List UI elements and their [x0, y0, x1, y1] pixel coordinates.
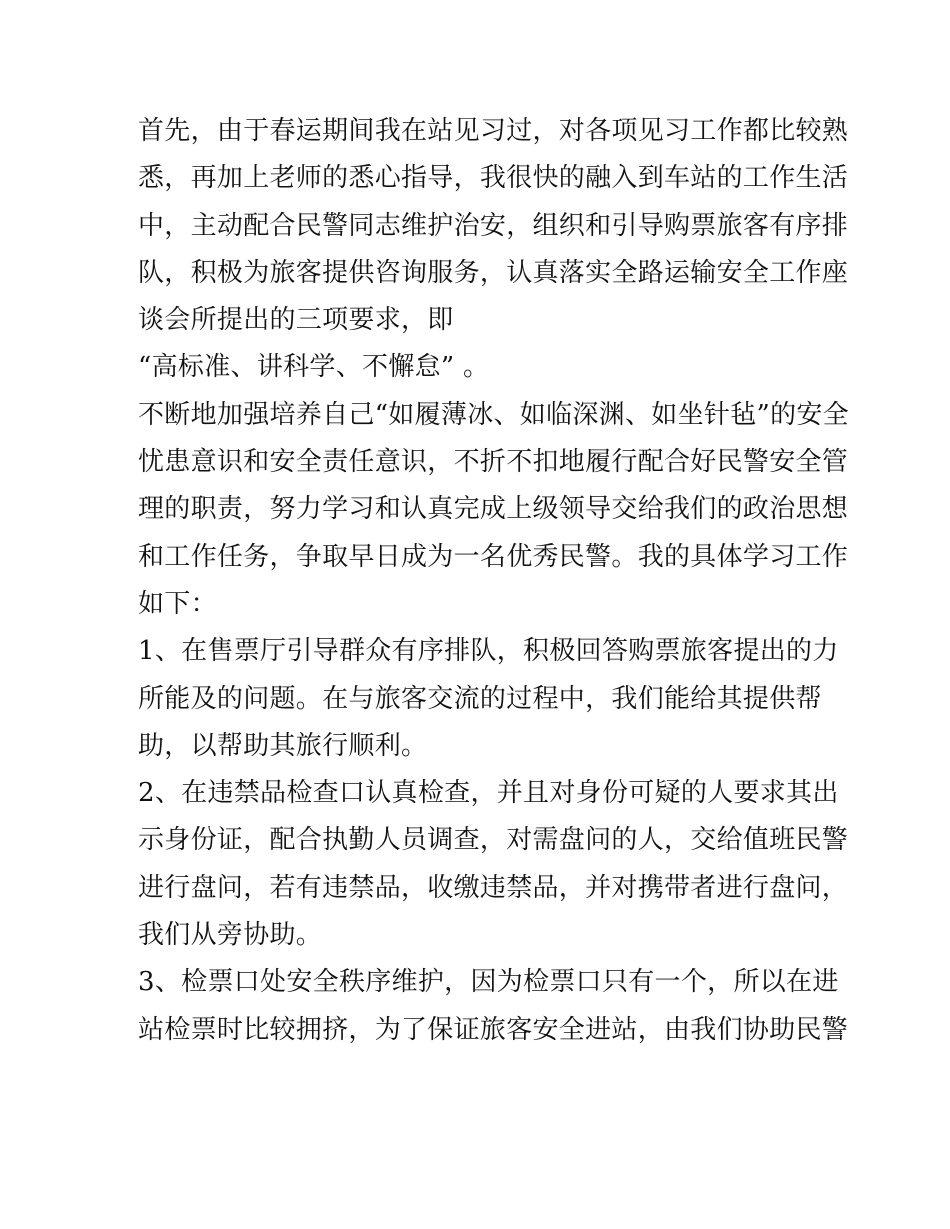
- text-line: 中，主动配合民警同志维护治安，组织和引导购票旅客有序排: [138, 210, 849, 241]
- list-item-2: [138, 770, 849, 959]
- text-line: 悉，再加上老师的悉心指导，我很快的融入到车站的工作生活: [138, 163, 849, 194]
- text-line: 所能及的问题。在与旅客交流的过程中，我们能给其提供帮: [138, 683, 822, 714]
- text-line: 如下：: [138, 588, 217, 619]
- text-line: “高标准、讲科学、不懈怠” 。: [138, 352, 490, 383]
- text-line: 理的职责，努力学习和认真完成上级领导交给我们的政治思想: [138, 494, 849, 525]
- text-line: 示身份证，配合执勤人员调查，对需盘问的人，交给值班民警: [138, 825, 849, 856]
- paragraph-intro: [138, 108, 849, 344]
- text-line: 3、检票口处安全秩序维护，因为检票口只有一个，所以在进: [138, 967, 839, 998]
- text-line: 不断地加强培养自己“如履薄冰、如临深渊、如坐针毡”的安全: [138, 399, 849, 430]
- text-line: 首先，由于春运期间我在站见习过，对各项见习工作都比较熟: [138, 116, 849, 146]
- list-item-1: [138, 628, 839, 770]
- paragraph-quote: [138, 344, 818, 391]
- text-line: 和工作任务，争取早日成为一名优秀民警。我的具体学习工作: [138, 541, 849, 572]
- text-line: 1、在售票厅引导群众有序排队，积极回答购票旅客提出的力: [138, 636, 839, 667]
- text-line: 我们从旁协助。: [138, 920, 323, 951]
- document-body: [138, 108, 849, 1054]
- text-line: 忧患意识和安全责任意识，不折不扣地履行配合好民警安全管: [138, 447, 849, 478]
- text-line: 队，积极为旅客提供咨询服务，认真落实全路运输安全工作座: [138, 257, 849, 288]
- list-item-3: [138, 959, 849, 1054]
- text-line: 站检票时比较拥挤，为了保证旅客安全进站，由我们协助民警: [138, 1014, 849, 1045]
- text-line: 助，以帮助其旅行顺利。: [138, 730, 428, 761]
- paragraph-awareness: [138, 392, 849, 628]
- text-line: 谈会所提出的三项要求，即: [138, 305, 454, 336]
- text-line: 进行盘问，若有违禁品，收缴违禁品，并对携带者进行盘问，: [138, 872, 849, 903]
- text-line: 2、在违禁品检查口认真检查，并且对身份可疑的人要求其出: [138, 778, 839, 809]
